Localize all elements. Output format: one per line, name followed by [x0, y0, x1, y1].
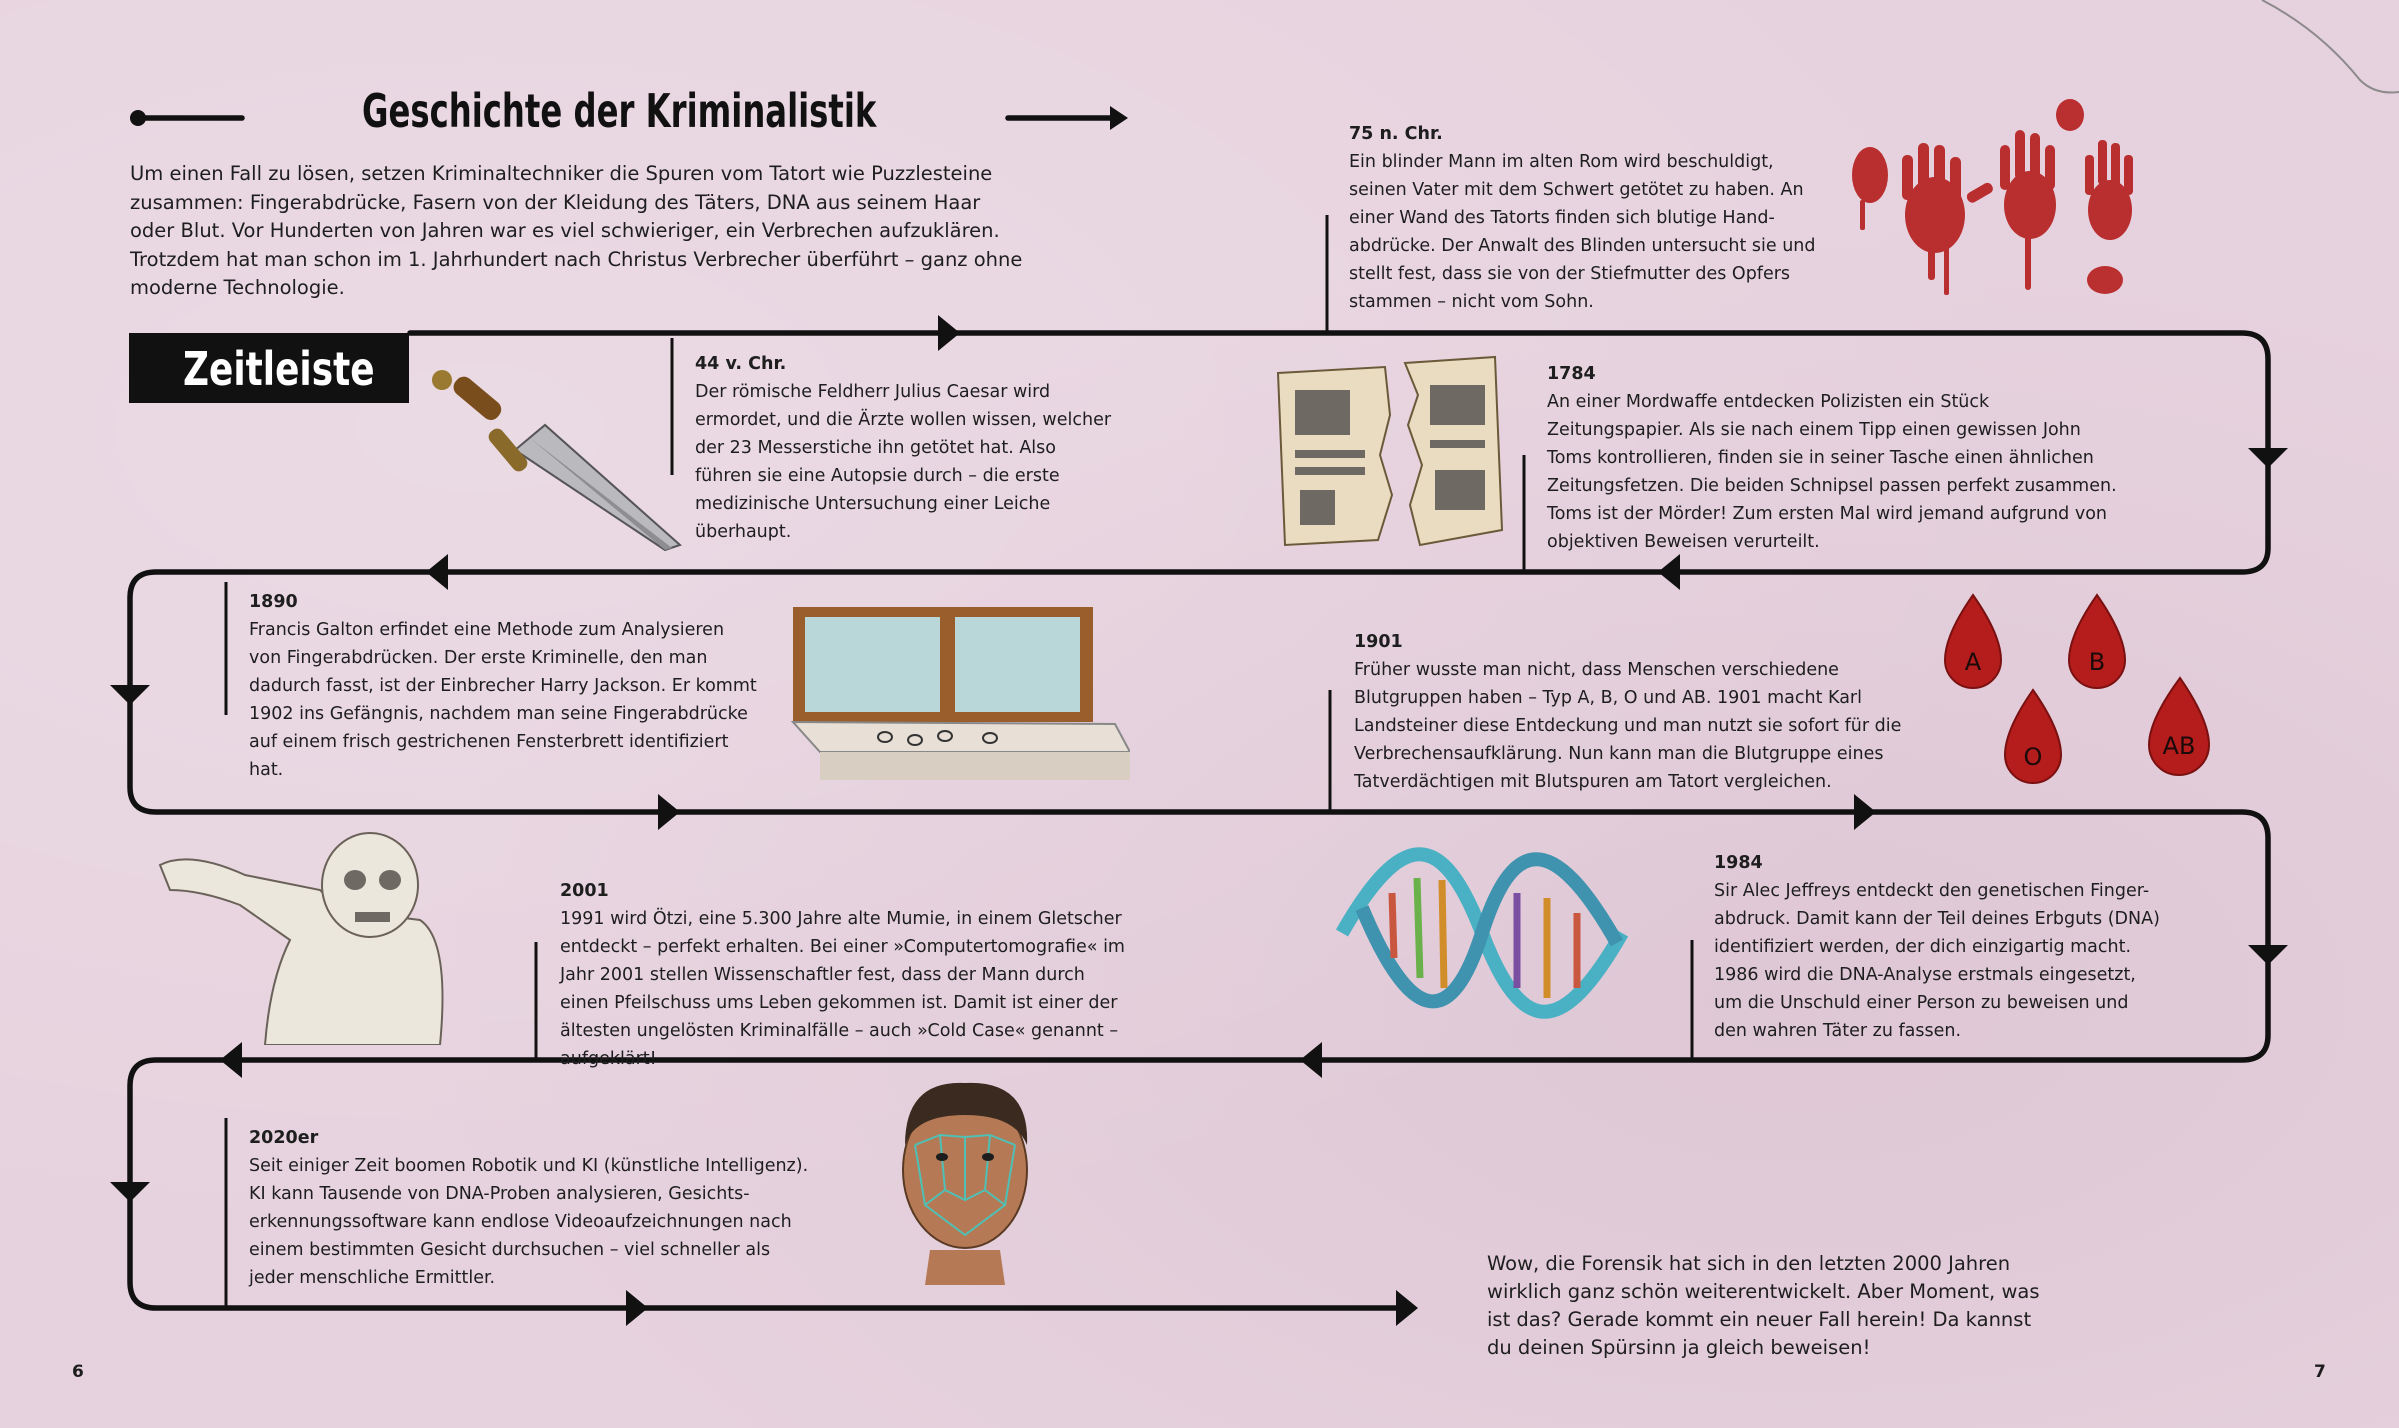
page-number-right: 7 — [2314, 1362, 2326, 1382]
event-year: 75 n. Chr. — [1349, 124, 1443, 144]
page-number-left: 6 — [72, 1362, 84, 1382]
blood-type-b: B — [2088, 648, 2106, 676]
page-curl-decoration — [2260, 0, 2399, 95]
event-text: 1991 wird Ötzi, eine 5.300 Jahre alte Mumie, in einem Gletscher entdeckt – perfekt erhalten. Bei einer »Computertomografie« im Jahr 2001 stellen Wissenschaftler fest, dass der Mann durch einen Pfeilschuss ums Leben gekommen ist. Damit ist einer der ältesten ungelösten Kriminalfälle – auch »Cold Case« genannt – aufgeklärt! — [560, 909, 1125, 1069]
event-2001 — [560, 877, 1135, 1073]
event-year: 1890 — [249, 592, 298, 612]
dna-helix-illustration — [1332, 838, 1632, 1033]
event-75 — [1349, 120, 1819, 316]
event-text: Der römische Feldherr Julius Caesar wird ermordet, und die Ärzte wollen wissen, welcher der 23 Messerstiche ihn getötet hat. Also führen sie eine Autopsie durch – die erste medizinische Untersuchung einer Leiche überhaupt. — [695, 382, 1112, 542]
blood-type-ab: AB — [2162, 732, 2196, 760]
event-year: 44 v. Chr. — [695, 354, 787, 374]
face-recognition-illustration — [885, 1075, 1045, 1285]
event-year: 1784 — [1547, 364, 1596, 384]
event-text: Sir Alec Jeffreys entdeckt den genetischen Finger-abdruck. Damit kann der Teil deines Erbguts (DNA) identifiziert werden, der dich einzigartig macht. 1986 wird die DNA-Analyse erstmals eingesetzt, um die Unschuld einer Person zu beweisen und den wahren Täter zu fassen. — [1714, 881, 2160, 1041]
event-year: 1984 — [1714, 853, 1763, 873]
torn-newspaper-illustration — [1270, 355, 1505, 555]
intro-paragraph: Um einen Fall zu lösen, setzen Kriminaltechniker die Spuren vom Tatort wie Puzzlesteine zusammen: Fingerabdrücke, Fasern von der Kleidung des Täters, DNA aus seinem Haar oder Blut. Vor Hunderten von Jahren war es viel schwieriger, ein Verbrechen aufzuklären. Trotzdem hat man schon im 1. Jahrhundert nach Christus Verbrecher überführt – ganz ohne moderne Technologie. — [130, 162, 1023, 299]
event-1784 — [1547, 360, 2127, 556]
event-text: Seit einiger Zeit boomen Robotik und KI (künstliche Intelligenz). KI kann Tausende von DNA-Proben analysieren, Gesichts-erkennungssoftware kann endlose Videoaufzeichnungen nach einem bestimmten Gesicht durchsuchen – viel schneller als jeder menschliche Ermittler. — [249, 1156, 809, 1288]
blood-type-drops-illustration — [1935, 590, 2215, 800]
event-year: 1901 — [1354, 632, 1403, 652]
event-text: Francis Galton erfindet eine Methode zum Analysieren von Fingerabdrücken. Der erste Kriminelle, den man dadurch fasst, ist der Einbrecher Harry Jackson. Er kommt 1902 ins Gefängnis, nachdem man seine Fingerabdrücke auf einem frisch gestrichenen Fensterbrett identifiziert hat. — [249, 620, 757, 780]
event-1901 — [1354, 628, 1934, 796]
event-text: Früher wusste man nicht, dass Menschen verschiedene Blutgruppen haben – Typ A, B, O und AB. 1901 macht Karl Landsteiner diese Entdeckung und man nutzt sie sofort für die Verbrechensaufklärung. Nun kann man die Blutgruppe eines Tatverdächtigen mit Blutspuren am Tatort vergleichen. — [1354, 660, 1902, 792]
event-year: 2020er — [249, 1128, 319, 1148]
event-2020s — [249, 1124, 809, 1292]
blood-type-o: O — [2023, 743, 2043, 771]
window-sill-illustration — [785, 602, 1130, 782]
timeline-badge — [129, 333, 409, 403]
blood-type-a: A — [1964, 648, 1982, 676]
outro-paragraph: Wow, die Forensik hat sich in den letzten 2000 Jahren wirklich ganz schön weiterentwickelt. Aber Moment, was ist das? Gerade kommt ein neuer Fall herein! Da kannst du deinen Spürsinn ja gleich beweisen! — [1487, 1252, 2040, 1359]
timeline-badge-label: Zeitleiste — [183, 342, 375, 396]
event-text: An einer Mordwaffe entdecken Polizisten ein Stück Zeitungspapier. Als sie nach einem Tipp einen gewissen John Toms kontrollieren, finden sie in seiner Tasche einen ähnlichen Zeitungsfetzen. Die beiden Schnipsel passen perfekt zusammen. Toms ist der Mörder! Zum ersten Mal wird jemand aufgrund von objektiven Beweisen verurteilt. — [1547, 392, 2117, 552]
event-year: 2001 — [560, 881, 609, 901]
event-text: Ein blinder Mann im alten Rom wird beschuldigt, seinen Vater mit dem Schwert getötet zu haben. An einer Wand des Tatorts finden sich blutige Hand-abdrücke. Der Anwalt des Blinden untersucht sie und stellt fest, dass sie von der Stiefmutter des Opfers stammen – nicht vom Sohn. — [1349, 152, 1816, 312]
mummy-illustration — [150, 830, 455, 1045]
dagger-illustration — [420, 370, 690, 555]
bloody-handprints-illustration — [1840, 95, 2160, 310]
page-title: Geschichte der Kriminalistik — [362, 84, 877, 138]
event-1984 — [1714, 849, 2164, 1045]
event-44bc — [695, 350, 1115, 546]
event-1890 — [249, 588, 759, 784]
